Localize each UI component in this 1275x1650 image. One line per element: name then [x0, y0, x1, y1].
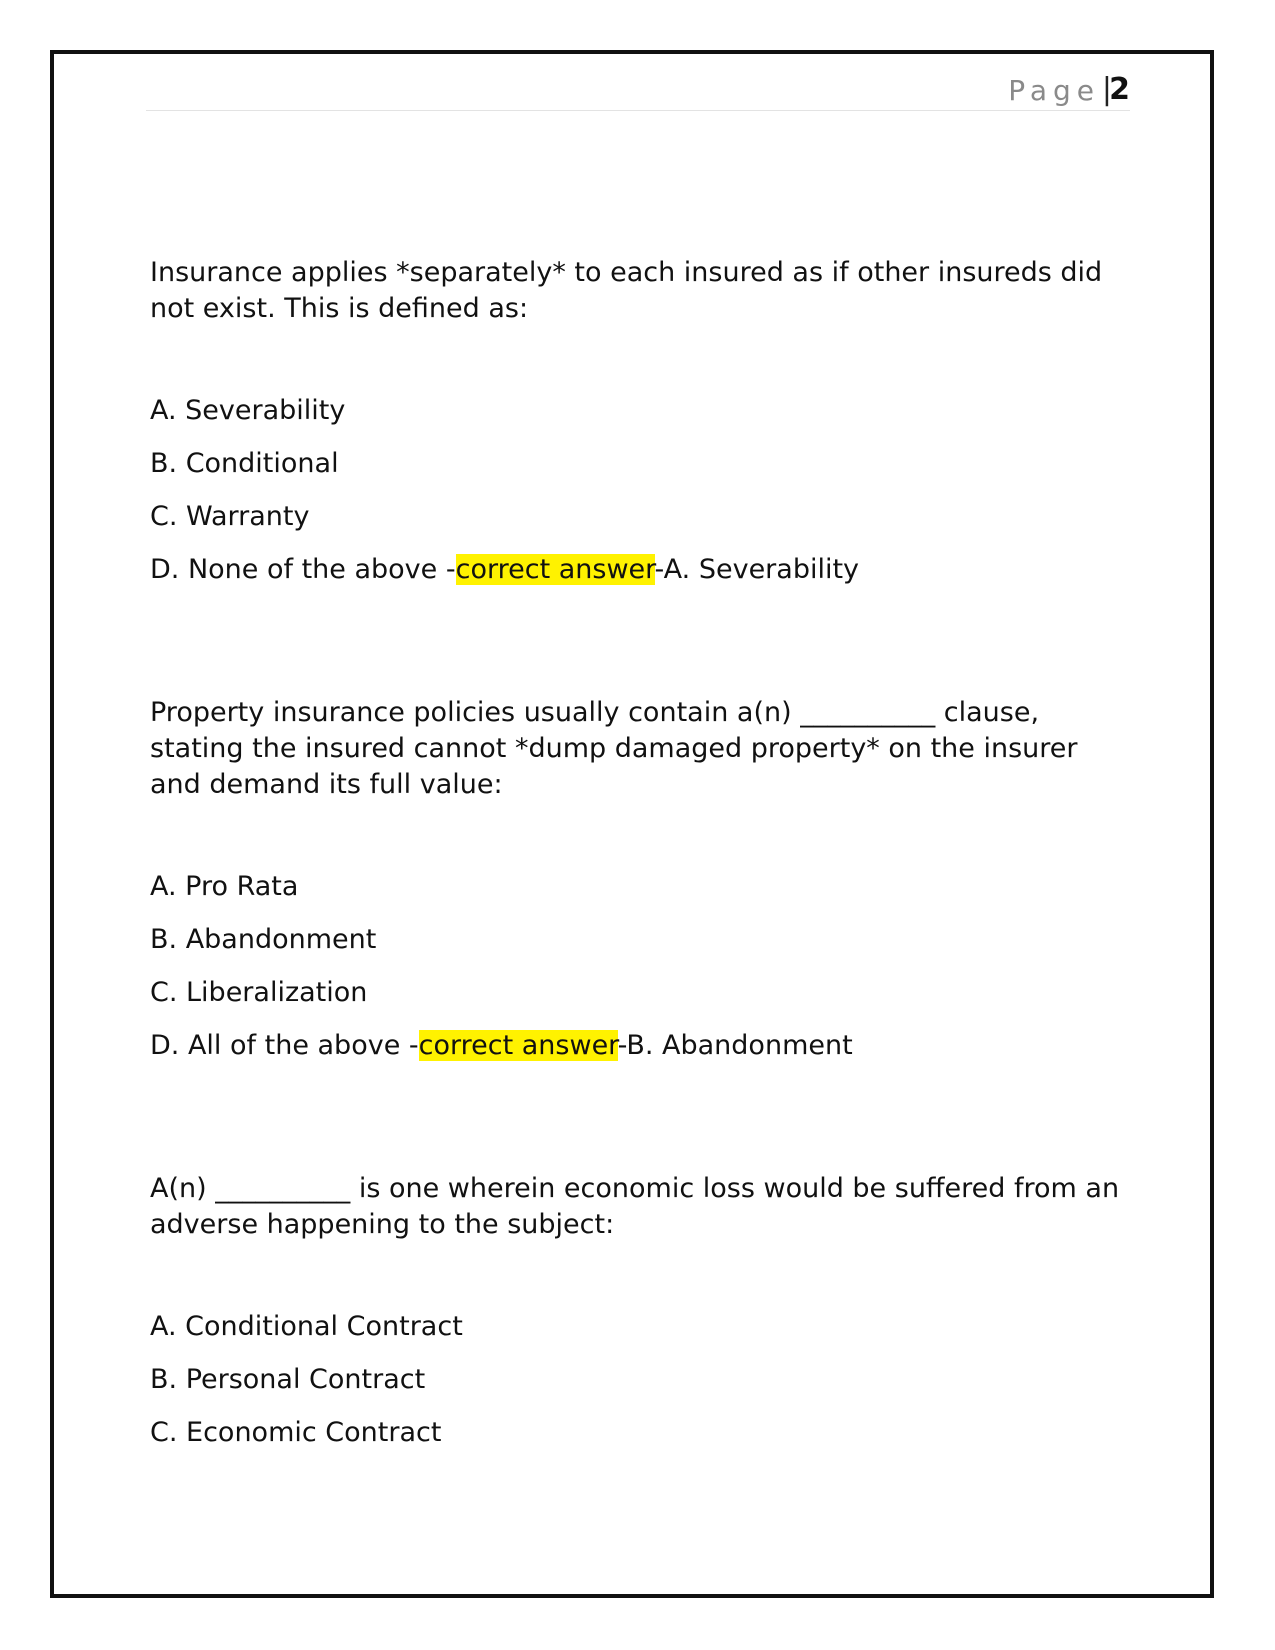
option-a: A. Severability: [150, 395, 346, 426]
option-c: C. Liberalization: [150, 977, 368, 1008]
question-text: Property insurance policies usually contain a(n) __________ clause, stating the insured cannot *dump damaged property* on the insurer and demand its full value:: [150, 697, 1078, 800]
answer-highlight: correct answer: [418, 1030, 618, 1061]
page-header: [146, 72, 1130, 111]
option-b: B. Personal Contract: [150, 1364, 426, 1395]
question-block-2: [150, 695, 1120, 1064]
question-text: A(n) __________ is one wherein economic loss would be suffered from an adverse happening to the subject:: [150, 1173, 1120, 1240]
question-block-3: [150, 1171, 1120, 1451]
option-d-text: D. All of the above -: [150, 1030, 419, 1061]
page-separator: |: [1101, 72, 1112, 107]
option-b: B. Conditional: [150, 448, 339, 479]
option-a: A. Conditional Contract: [150, 1311, 463, 1342]
option-a: A. Pro Rata: [150, 871, 299, 902]
page-number: 2: [1109, 72, 1130, 107]
document-body: [150, 255, 1120, 1468]
question-text: Insurance applies *separately* to each insured as if other insureds did not exist. This is defined as:: [150, 257, 1103, 324]
option-d-with-answer: [150, 1028, 1120, 1064]
answer-highlight: correct answer: [455, 554, 655, 585]
option-b: B. Abandonment: [150, 924, 377, 955]
option-d-with-answer: [150, 552, 1120, 588]
option-d-text: D. None of the above -: [150, 554, 456, 585]
option-c: C. Economic Contract: [150, 1417, 442, 1448]
option-c: C. Warranty: [150, 501, 310, 532]
answer-text: -B. Abandonment: [617, 1030, 853, 1061]
answer-text: -A. Severability: [654, 554, 860, 585]
page-label: Page: [1008, 74, 1100, 107]
question-block-1: [150, 255, 1120, 588]
